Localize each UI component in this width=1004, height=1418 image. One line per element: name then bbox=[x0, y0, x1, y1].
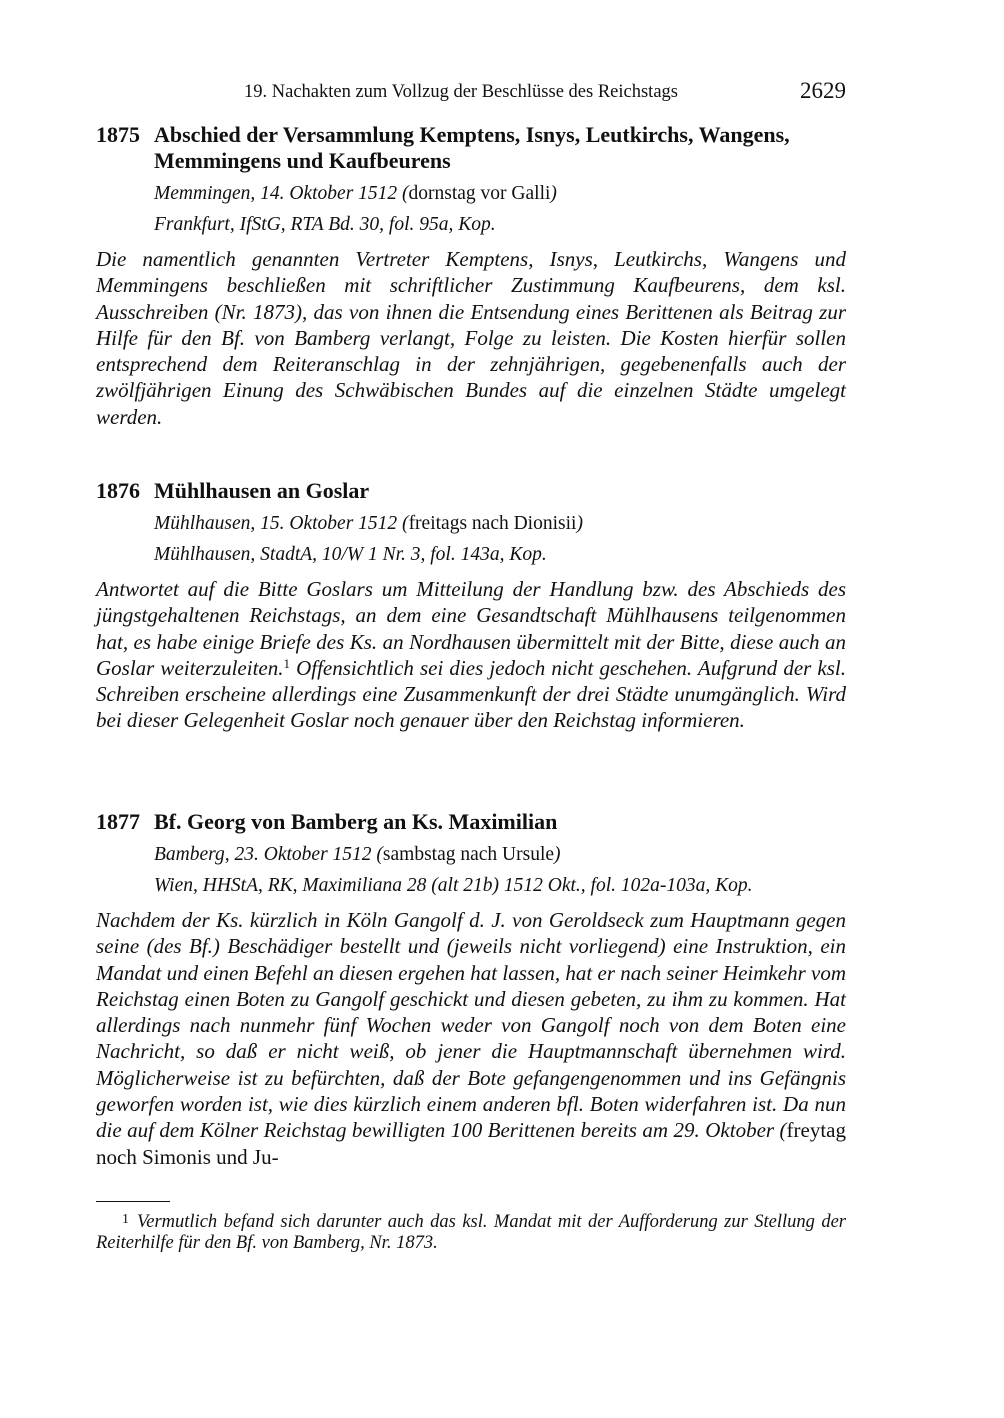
footnote-reference[interactable]: 1 bbox=[283, 655, 290, 671]
document-title: Abschied der Versammlung Kemptens, Isnys, Leutkirchs, Wangens, Memmingens und Kaufbeurens bbox=[154, 122, 790, 173]
running-title: 19. Nachakten zum Vollzug der Beschlüsse des Reichstags bbox=[244, 82, 678, 102]
page-number: 2629 bbox=[800, 78, 846, 103]
footnote-text: Vermutlich befand sich darunter auch das ksl. Mandat mit der Aufforderung zur Stellung der Reiterhilfe für den Bf. von Bamberg, Nr. 1873. bbox=[96, 1212, 846, 1253]
footnote-number: 1 bbox=[122, 1212, 129, 1227]
original-date-phrase: dornstag vor Galli bbox=[408, 183, 551, 204]
document-summary: Nachdem der Ks. kürzlich in Köln Gangolf d. J. von Geroldseck zum Hauptmann gegen seine (des Bf.) Beschädiger bestellt und (jeweils nicht vorliegend) eine Instruktion, ein Mandat und einen Befehl an diesen ergehen hat lassen, hat er nach seiner Heimkehr vom Reichstag einen Boten zu Gangolf geschickt und diesen gebeten, zu ihm zu kommen. Hat allerdings nach nunmehr fünf Wochen weder von Gangolf noch von dem Boten eine Nachricht, so daß er nicht weiß, ob jener die Hauptmannschaft übernehmen wird. Möglicherweise ist zu befürchten, daß der Bote gefangengenommen und ins Gefängnis geworfen worden ist, wie dies kürzlich einem anderen bfl. Boten widerfahren ist. Da nun die auf dem Kölner Reichstag bewilligten 100 Berittenen bereits am 29. Oktober (freytag noch Simonis und Ju- bbox=[96, 908, 846, 1169]
document-date: Bamberg, 23. Oktober 1512 (sambstag nach Ursule) bbox=[154, 844, 561, 865]
document-title: Bf. Georg von Bamberg an Ks. Maximilian bbox=[154, 809, 558, 834]
document-heading bbox=[96, 478, 846, 504]
document-date: Memmingen, 14. Oktober 1512 (dornstag vor Galli) bbox=[154, 183, 557, 204]
document-heading bbox=[96, 809, 846, 835]
footnote bbox=[96, 1209, 846, 1254]
document-entry-1876 bbox=[96, 478, 846, 755]
document-summary: Die namentlich genannten Vertreter Kemptens, Isnys, Leutkirchs, Wangens und Memmingens beschließen mit schriftlicher Zustimmung Kaufbeurens, dem ksl. Ausschreiben (Nr. 1873), das von ihnen die Entsendung eines Berittenen als Beitrag zur Hilfe für den Bf. von Bamberg verlangt, Folge zu leisten. Die Kosten hierfür sollen entsprechend dem Reiteranschlag in der zehnjährigen, gegebenenfalls auch der zwölfjährigen Einung des Schwäbischen Bundes auf die einzelnen Städte umgelegt werden. bbox=[96, 247, 846, 429]
document-number: 1877 bbox=[96, 809, 140, 834]
original-date-phrase: freytag noch Simonis und Ju- bbox=[96, 1118, 846, 1169]
document-number: 1876 bbox=[96, 478, 140, 503]
footnote-divider bbox=[96, 1201, 170, 1202]
document-entry-1875 bbox=[96, 122, 846, 451]
document-source: Frankfurt, IfStG, RTA Bd. 30, fol. 95a, Kop. bbox=[154, 214, 496, 235]
document-entry-1877 bbox=[96, 809, 846, 1191]
document-source: Wien, HHStA, RK, Maximiliana 28 (alt 21b) 1512 Okt., fol. 102a-103a, Kop. bbox=[154, 875, 753, 896]
document-number: 1875 bbox=[96, 122, 140, 147]
document-title: Mühlhausen an Goslar bbox=[154, 478, 370, 503]
original-date-phrase: sambstag nach Ursule bbox=[382, 844, 555, 865]
document-date: Mühlhausen, 15. Oktober 1512 (freitags nach Dionisii) bbox=[154, 513, 583, 534]
original-date-phrase: freitags nach Dionisii bbox=[408, 513, 577, 534]
document-summary: Antwortet auf die Bitte Goslars um Mitteilung der Handlung bzw. des Abschieds des jüngstgehaltenen Reichstags, an dem eine Gesandtschaft Mühlhausens teilgenommen hat, es habe einige Briefe des Ks. an Nordhausen übermittelt mit der Bitte, diese auch an Goslar weiterzuleiten.$^1$ Offensichtlich sei dies jedoch nicht geschehen. Aufgrund der ksl. Schreiben erscheine allerdings eine Zusammenkunft der drei Städte unumgänglich. Wird bei dieser Gelegenheit Goslar noch genauer über den Reichstag informieren. bbox=[96, 577, 846, 733]
page-header bbox=[96, 78, 846, 108]
document-heading bbox=[96, 122, 846, 174]
document-source: Mühlhausen, StadtA, 10/W 1 Nr. 3, fol. 143a, Kop. bbox=[154, 544, 547, 565]
